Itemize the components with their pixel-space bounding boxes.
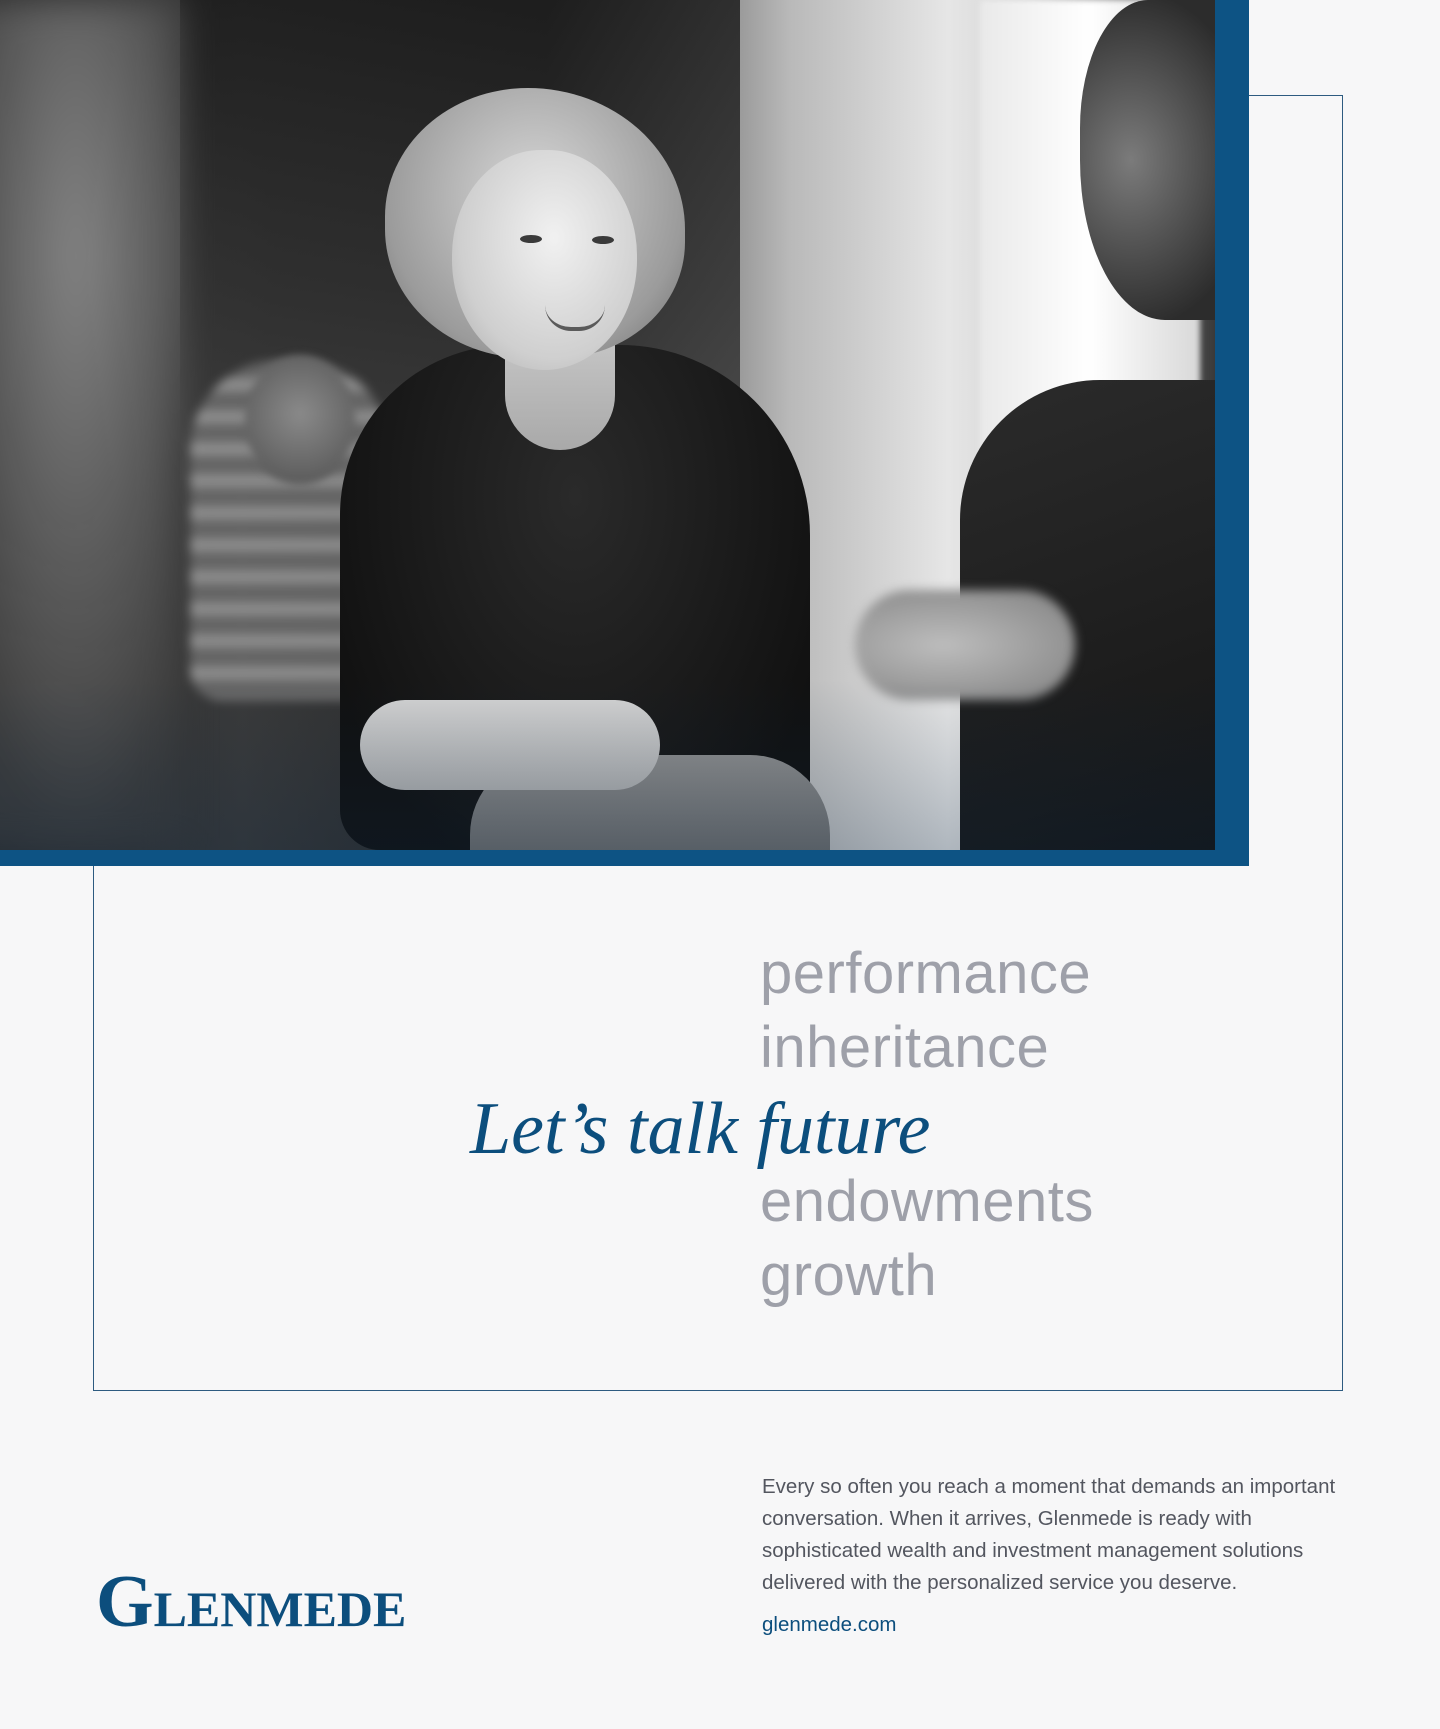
- word-inheritance: inheritance: [760, 1015, 1050, 1080]
- word-stack-top: [760, 937, 1091, 1085]
- hero-photo: [0, 0, 1215, 850]
- glenmede-logo[interactable]: [96, 1561, 407, 1643]
- photo-tint-overlay: [0, 0, 1215, 850]
- word-stack-bottom: [760, 1165, 1094, 1313]
- body-copy: Every so often you reach a moment that demands an important conversation. When it arrives, Glenmede is ready with sophisticated wealth and investment management solutions delivered with the personalized service you deserve.: [762, 1475, 1336, 1594]
- headline: Let’s talk future: [470, 1088, 931, 1170]
- logo-rest: LENMEDE: [153, 1581, 407, 1637]
- logo-initial: G: [96, 1561, 154, 1643]
- website-link[interactable]: glenmede.com: [762, 1613, 897, 1636]
- word-performance: performance: [760, 941, 1092, 1006]
- word-endowments: endowments: [760, 1169, 1094, 1234]
- word-growth: growth: [760, 1243, 938, 1308]
